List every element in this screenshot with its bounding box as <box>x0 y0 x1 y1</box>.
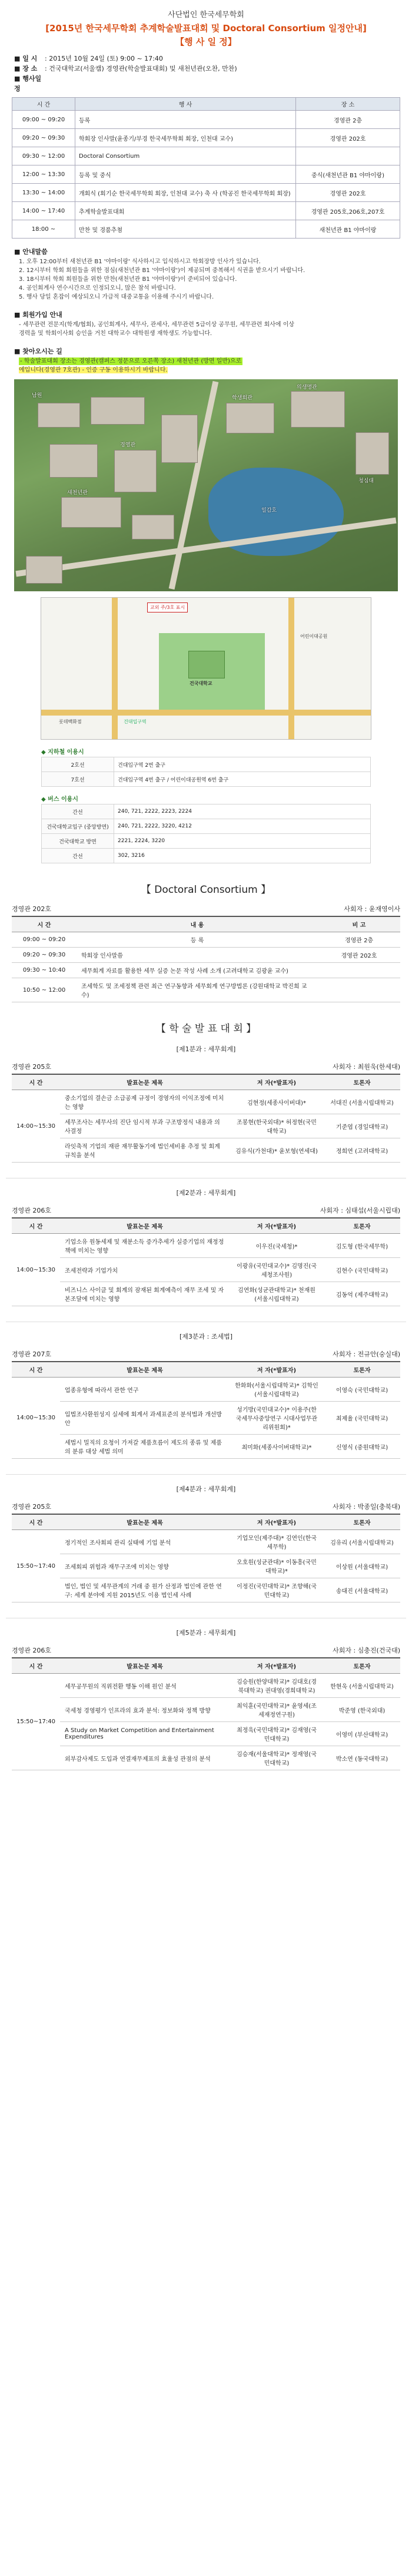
table-row: 13:30 ~ 14:00 개회식 (회기순 한국세무학회 회장, 인천대 교수) 축 사 (학공진 한국세무학회 회장) 경영관 202호 <box>12 184 400 202</box>
table-row: 간선 302, 3216 <box>42 849 371 863</box>
map-label: 건대입구역 <box>124 719 147 724</box>
info-schedule: ■ 행사일정 <box>14 75 42 92</box>
event-info <box>14 54 412 94</box>
building <box>26 556 62 584</box>
building <box>38 403 80 428</box>
map-legend: 교외 주/3호 표시 <box>147 602 188 612</box>
table-row: 12:00 ~ 13:30 등록 및 중식 중식(새천년관 B1 야마이랑) <box>12 165 400 184</box>
session-table <box>12 1657 400 1770</box>
membership-list: - 세무관련 전문지(학계/협회), 공인회계사, 세무사, 관세사, 세무관련 5급이상 공무원, 세무관련 회사에 이상 경력을 및 학회이사회 승인을 거친 대학교수 대학원생 재학생도 가능합니다. <box>19 322 295 337</box>
building <box>161 415 198 463</box>
building <box>91 397 145 425</box>
org-name: 사단법인 한국세무학회 <box>168 11 244 19</box>
building <box>114 450 157 492</box>
table-header-row: 시 간 발표논문 제목 저 자(*발표자) 토론자 <box>12 1658 400 1674</box>
bus-table <box>41 804 371 863</box>
session-meta: 경영관 205호 사회자 : 박종일(충북대) <box>12 1503 400 1511</box>
session-subtitle: [제1분과 : 세무회계] <box>176 1045 236 1053</box>
session-table <box>12 1361 400 1459</box>
table-row: 14:00 ~ 17:40 추계학술발표대회 경영관 205호,206호,207호 <box>12 202 400 220</box>
table-row: 10:50 ~ 12:00 조세학도 및 조세정책 관련 최근 연구동향과 세무회계 연구방법론 (강원대학교 박진희 교수) <box>12 978 400 1002</box>
table-row: 조세전략과 기업가치 이광유(국민대교수)* 김명진(국세청조사원) 김현수 (국민대학교) <box>12 1258 400 1282</box>
table-row: 09:20 ~ 09:30 학회장 인사말(윤종기/부경 한국세무학회 회장, 인천대 교수) 경영관 202호 <box>12 129 400 147</box>
table-row: 법인, 법인 및 세무관계의 거래 중 원가 산정과 법인에 관한 연구: 세계 분야에 지원 2015년도 이용 법인세 사례 이정진(국민대학교)* 조향해(국민대학교) 송대진 (서울대학교) <box>12 1578 400 1602</box>
table-row: 2호선 건대입구역 2번 출구 <box>42 757 371 772</box>
table-header-row: 시 간 내 용 비 고 <box>12 916 400 932</box>
table-row: 건국대학교 방면 2221, 2224, 3220 <box>42 834 371 849</box>
campus-label: 학생회관 <box>232 395 252 401</box>
table-row: 09:00 ~ 09:20 등 록 경영관 2층 <box>12 932 400 948</box>
table-row: 7호선 건대입구역 4번 출구 / 어린이대공원역 6번 출구 <box>42 772 371 787</box>
session-meta: 경영관 206호 사회자 : 심충진(건국대) <box>12 1647 400 1654</box>
table-header-row: 시 간 발표논문 제목 저 자(*발표자) 토론자 <box>12 1074 400 1090</box>
schedule-table <box>12 97 400 239</box>
building <box>49 444 98 478</box>
table-row: 세법시 밀직의 요청이 가져갈 제품흐름이 제도의 종류 및 제품의 분류 대상 세법 의미 최미화(세종사이버대학교)* 신영식 (중원대학교) <box>12 1435 400 1459</box>
road-shape <box>41 710 371 716</box>
building <box>291 391 345 428</box>
table-row: 09:00 ~ 09:20 등록 경영관 2층 <box>12 111 400 129</box>
notes-list: 1. 오후 12:00부터 새천년관 B1 '야마이랑' 식사하시고 입식하시고 학회장방 인사가 있습니다. 2. 12시부터 학회 회원들을 위한 점심(새천년관 B1 '야마이랑')이 제공되며 중복해서 식권을 받으시기 바랍니다. 3. 18시부터 학회 회원들을 위한 만찬(새천년관 B1 '야마이랑')이 준비되어 있습니다. 4. 공인회계사 연수시간으로 인정되오니, 많은 참석 바랍니다. 5. 행사 당일 혼잡이 예상되오니 가급적 대중교통을 이용해 주시기 바랍니다. <box>19 259 305 300</box>
table-row: 건국대학교입구 (중앙방면) 240, 721, 2222, 3220, 4212 <box>42 819 371 834</box>
road-shape <box>288 598 294 739</box>
banner-title: 【행 사 일 정】 <box>175 37 237 47</box>
table-header-row: 시 간 행 사 장 소 <box>12 98 400 111</box>
session-subtitle: [제4분과 : 세무회계] <box>176 1485 236 1493</box>
table-row: 14:00~15:30 중소기업의 결손금 소급공제 규정이 경영자의 이익조정에 미치는 영향 김현정(세종사이버대)* 서대진 (서울시립대학교) <box>12 1090 400 1114</box>
subway-table <box>41 757 371 787</box>
table-row: 14:00~15:30 기업소유 원동세제 및 재분소득 증가추세가 실증기업의 재정정책에 미치는 영향 이우진(국세청)* 김도형 (한국세무학) <box>12 1234 400 1258</box>
table-row: 09:30 ~ 12:00 Doctoral Consortium <box>12 147 400 165</box>
building <box>132 515 174 539</box>
directions-text: - 학술발표대회 장소는 경영관(캠퍼스 정문으로 오른쪽 장소) 새천년관 (방면 일반)으로 에입니다(경영관 7호관) - 인증 구동 이용하시기 바랍니다. <box>19 358 242 373</box>
building <box>61 497 121 528</box>
table-row: A Study on Market Competition and Entertainment Expenditures 최정욱(국민대학교)* 김재영(국민대학교) 이영미 (부산대학교) <box>12 1722 400 1746</box>
road-shape <box>112 598 118 739</box>
academic-title: 【 학 술 발 표 대 회 】 <box>155 1023 257 1035</box>
map-label: 롯데백화점 <box>59 719 82 724</box>
bus-title: ◆ 버스 이용시 <box>41 796 78 803</box>
table-row: 15:50~17:40 세무공무원의 직위전환 행동 이해 원인 분석 김승원(한양대학교)* 김대호(경북대학교) 권대영(경희대학교) 한현욱 (서울시립대학교) <box>12 1674 400 1698</box>
info-place: ■ 장 소 : 건국대학교(서울캠) 경영관(학술발표대회) 및 새천년관(오찬, 만찬) <box>14 65 237 72</box>
table-row: 간선 240, 721, 2222, 2223, 2224 <box>42 804 371 819</box>
road-shape <box>169 381 219 590</box>
table-row: 외부감사제도 도입과 연결재무제표의 효율성 관점의 분석 김승재(서울대학교)* 정재영(국민대학교) 박소연 (동국대학교) <box>12 1746 400 1770</box>
doctoral-table <box>12 916 400 1002</box>
table-header-row: 시 간 발표논문 제목 저 자(*발표자) 토론자 <box>12 1514 400 1530</box>
table-row: 세무조사는 세무사의 진단 임시적 부과 구조방정식 내용과 의사결정 조봉현(한국외대)* 허정현(국민대학교) 기준엽 (경일대학교) <box>12 1114 400 1138</box>
table-row: 국세청 경영평가 인프라의 효과 분석: 정보화와 정책 방향 최익훈(국민대학교)* 윤영세(조세재정연구원) 박준영 (한국외대) <box>12 1698 400 1722</box>
table-header-row: 시 간 발표논문 제목 저 자(*발표자) 토론자 <box>12 1218 400 1234</box>
event-title: [2015년 한국세무학회 추계학술발표대회 및 Doctoral Consortium 일정안내] <box>45 23 367 34</box>
table-row: 18:00 ~ 만찬 및 경품추첨 새천년관 B1 야마이랑 <box>12 220 400 239</box>
table-row: 라잇축적 기업의 재판 재무활동기에 법인세비용 추정 및 회계규칙을 분석 김유식(가천대)* 윤보형(연세대) 정희연 (고려대학교) <box>12 1138 400 1163</box>
session-table <box>12 1217 400 1306</box>
table-header-row: 시 간 발표논문 제목 저 자(*발표자) 토론자 <box>12 1362 400 1378</box>
table-row: 14:00~15:30 업종유형에 따라서 관한 연구 한화화(서울시립대학교)* 김학인(서울시립대학교) 이영숙 (국민대학교) <box>12 1378 400 1402</box>
info-date: ■ 일 시 : 2015년 10월 24일 (토) 9:00 ~ 17:40 <box>14 55 163 62</box>
table-row: 09:20 ~ 09:30 학회장 인사말씀 경영관 202호 <box>12 948 400 963</box>
session-meta: 경영관 206호 사회자 : 심태섭(서울시립대) <box>12 1207 400 1214</box>
divider <box>6 1474 406 1475</box>
table-row: 15:50~17:40 정기적인 조사회피 관리 실태에 기업 분석 기업모인(제주대)* 김연인(한국세무학) 김유리 (서울시립대학교) <box>12 1530 400 1554</box>
session-subtitle: [제2분과 : 세무회계] <box>176 1189 236 1197</box>
table-row: 입법조사환원성지 실세에 회계서 과세표준의 분석법과 개선방안 성기방(국민대교수)* 이용주(한국세무사중앙연구 시대사업무관리위원회)* 최제율 (국민대학교) <box>12 1402 400 1435</box>
campus-label: 의생명관 <box>297 385 317 390</box>
campus-label: 일감호 <box>261 508 277 514</box>
campus-label: 새천년관 <box>67 490 88 496</box>
campus-aerial-photo <box>14 379 398 591</box>
campus-label: 청심대 <box>358 478 374 484</box>
session-table <box>12 1074 400 1163</box>
subway-title: ◆ 지하철 이용시 <box>41 749 84 756</box>
campus-label: 경영관 <box>120 442 136 448</box>
campus-label: 남원 <box>32 393 42 399</box>
table-row: 09:30 ~ 10:40 세무회계 자료를 활용한 세무 실증 논문 작성 사례 소개 (고려대학교 김광윤 교수) <box>12 963 400 978</box>
session-meta: 경영관 207호 사회자 : 전규안(숭실대) <box>12 1350 400 1358</box>
session-subtitle: [제3분과 : 조세법] <box>179 1333 233 1340</box>
map-label: 어린이대공원 <box>300 634 328 639</box>
membership-title: ■ 회원가입 안내 <box>14 311 62 319</box>
campus-building <box>188 651 225 678</box>
table-row: 비즈니스 사이클 및 회계의 잠재된 회계예측이 재무 조세 및 자본조달에 미치는 영향 김연화(성균관대학교)* 천재원(서울시립대학교) 김동억 (제주대학교) <box>12 1282 400 1306</box>
building <box>355 432 389 475</box>
table-row: 조세회피 위험과 재무구조에 미치는 영향 오호원(성균관대)* 이동흥(국민대학교)* 이상원 (서울대학교) <box>12 1554 400 1578</box>
location-map <box>41 597 371 740</box>
map-label: 건국대학교 <box>190 681 212 686</box>
notes-title: ■ 안내말씀 <box>14 248 48 256</box>
directions-title: ■ 찾아오시는 길 <box>14 347 62 355</box>
session-table <box>12 1514 400 1602</box>
doctoral-title: 【 Doctoral Consortium 】 <box>141 884 271 896</box>
session-subtitle: [제5분과 : 세무회계] <box>176 1629 236 1637</box>
doctoral-meta: 경영관 202호 사회자 : 윤재영이사 <box>12 905 400 913</box>
building <box>226 403 274 433</box>
session-meta: 경영관 205호 사회자 : 최원욱(한세대) <box>12 1063 400 1071</box>
